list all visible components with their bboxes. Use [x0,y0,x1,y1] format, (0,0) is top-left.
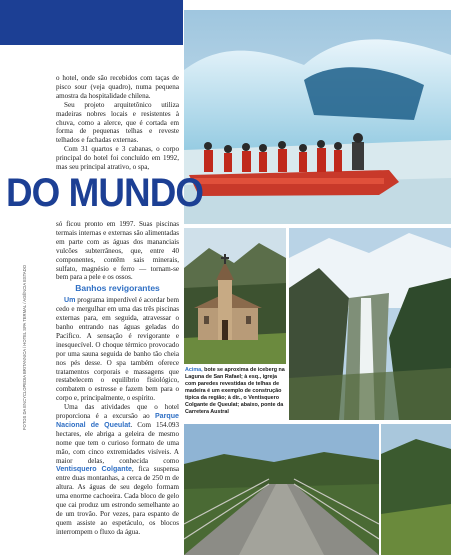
paragraph: só ficou pronto em 1997. Suas piscinas termais internas e externas são alimentadas em parte com as águas dos mananciais vulcões subterrâneos, que, entre 40 componentes, contêm sais minerais, sulfato, magnésio e ferro — tornam-se bem para a pele e os ossos. [56,220,179,282]
text-column-top [56,74,179,172]
photo-credit: FOTOS DA ENCYCLOPEDIA BRITANNICA / HOTEL SPA TERMAL / AGÊNCIA ESTADO [22,265,27,430]
subheading: Banhos revigorantes [75,283,160,294]
paragraph: Com 31 quartos e 3 cabanas, o corpo principal do hotel foi concluído em 1992, mas seu principal atrativo, o spa, [56,145,179,172]
caption-text: bote se aproxima de iceberg na Laguna de San Rafael; à esq., igreja com paredes revestidas de telhas de madeira é um exemplo de construção típica da região; à dir., o Ventisquero Colgante de Queulat; abaixo, ponte da Carretera Austral [185,367,285,415]
landscape-photo [381,424,451,555]
highlight-queulat: Parque Nacional de Queulat [56,412,179,429]
paragraph: Seu projeto arquitetônico utiliza madeiras nobres locais e resistentes à chuva, como a alerce, que é cortada em forma de pequenas telhas e reveste telhados e fachadas externas. [56,100,179,145]
paragraph-lead: Um [64,296,76,305]
paragraph: o hotel, onde são recebidos com taças de pisco sour (veja quadro), numa pequena amostra da hospitalidade chilena. [56,74,179,100]
paragraph: programa imperdível é acordar bem cedo e mergulhar em uma das três piscinas externas para, em seguida, atravessar o banho entrando nas águas geladas do Pacífico. A sensação é revigorante e inesquecível. O choque térmico provocado por uma sauna seguida de banho tão cheia nos pés desse. O spa também oferece tratamentos corporais e massagens que restabelecem o equilíbrio fisiológico, combatem o estresse e fazem bem para o corpo e, principalmente, o espírito. [56,296,179,403]
paragraph: . Com 154.093 hectares, ele abriga a geleira de mesmo nome que tem o curioso formato de uma mão, com cinco extremidades visíveis. A maior delas, conhecida como [56,420,179,465]
header-color-bar [0,0,183,45]
caption-lead: Acima, [185,367,203,373]
highlight-ventisquero: Ventisquero Colgante [56,465,132,474]
text-column-bottom [56,220,179,537]
headline: DO MUNDO [6,171,204,215]
paragraph: Uma das atividades que o hotel proporciona é a excursão ao [56,403,179,421]
photo-caption [185,367,287,416]
church-photo [184,228,286,364]
paragraph: , fica suspensa entre duas montanhas, a cerca de 250 m de altura. As águas de seu degelo formam uma enorme cachoeira. Cada bloco de gelo que cai produz um estrondo semelhante ao de um trovão. Por vezes, para espanto de quem assiste ao espetáculo, os blocos interrompem o fluxo da água. [56,465,179,536]
glacier-waterfall-photo [289,228,451,420]
bridge-photo [184,424,379,555]
